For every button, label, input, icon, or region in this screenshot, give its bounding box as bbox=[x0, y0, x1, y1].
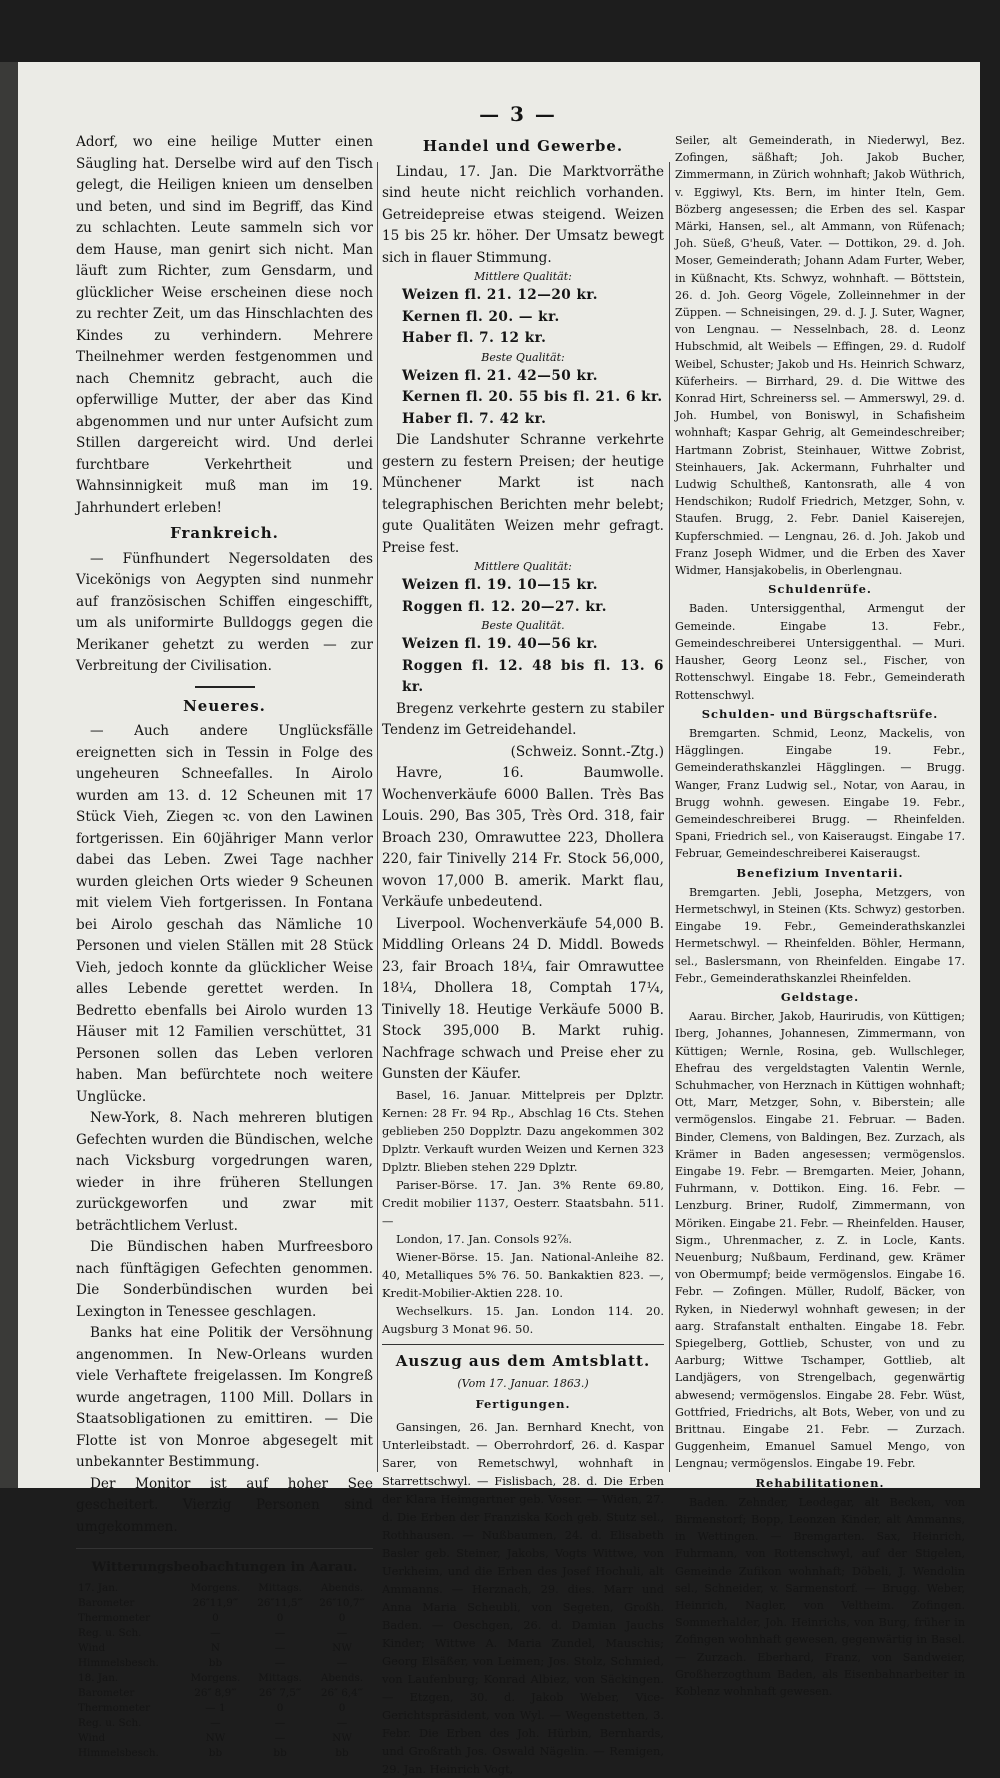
price-line: Roggen fl. 12. 48 bis fl. 13. 6 kr. bbox=[402, 657, 664, 695]
weather-cell: Thermometer bbox=[78, 1701, 151, 1714]
subheading-geldstage: Geldstage. bbox=[780, 989, 860, 1004]
official-notice: Baden. Untersiggenthal, Armengut der Gemeinde. Eingabe 13. Febr., Gemeindeschreiberei Untersiggenthal. — Muri. Hausher, Georg Leonz sel., Fischer, von Rottenschwyl. Eingabe 18. Febr., Gemeinderath Rottenschwyl. bbox=[675, 602, 965, 702]
weather-cell: 0 bbox=[212, 1611, 219, 1624]
price-line: Roggen fl. 12. 20—27. kr. bbox=[402, 598, 607, 615]
weather-cell: Himmelsbesch. bbox=[78, 1656, 159, 1669]
weather-cell: bb bbox=[208, 1656, 223, 1669]
weather-row bbox=[76, 1611, 373, 1626]
market-report: Pariser-Börse. 17. Jan. 3% Rente 69.80, Credit mobilier 1137, Oesterr. Staatsbahn. 511. — bbox=[382, 1177, 664, 1228]
section-heading-handel: Handel und Gewerbe. bbox=[422, 137, 624, 155]
article-paragraph: Adorf, wo eine heilige Mutter einen Säugling hat. Derselbe wird auf den Tisch gelegt, die Heiligen knieen um denselben und beten, und sind im Begriff, das Kind zu schlachten. Leute sammeln sich vor dem Hause, man genirt sich nicht. Man läuft zum Richter, zum Gensdarm, und glücklicher Weise erscheinen diese noch zu rechter Zeit, um das Hinschlachten des Kindes zu verhindern. Mehrere Theilnehmer werden festgenommen und nach Chemnitz gebracht, auch die opferwillige Mutter, der aber das Kind abgenommen und nur unter Aufsicht zum Stillen dargereicht wird. Und derlei furchtbare Verkehrtheit und Wahnsinnigkeit muß man im 19. Jahrhundert erleben! bbox=[76, 134, 373, 516]
weather-cell: Thermometer bbox=[78, 1611, 151, 1624]
weather-cell: Morgens. bbox=[190, 1671, 241, 1684]
market-report: Bregenz verkehrte gestern zu stabiler Tendenz im Getreidehandel. bbox=[382, 700, 664, 738]
source-credit: (Schweiz. Sonnt.-Ztg.) bbox=[510, 743, 664, 760]
quality-label: Beste Qualität: bbox=[481, 350, 565, 364]
price-line: Kernen fl. 20. 55 bis fl. 21. 6 kr. bbox=[402, 389, 663, 405]
article-paragraph: Der Monitor ist auf hoher See gescheitert. Vierzig Personen sind umgekommen. bbox=[76, 1475, 373, 1535]
weather-cell: Barometer bbox=[78, 1686, 135, 1699]
section-heading-neueres: Neueres. bbox=[183, 696, 266, 715]
market-report: Wechselkurs. 15. Jan. London 114. 20. Augsburg 3 Monat 96. 50. bbox=[382, 1303, 664, 1336]
market-report: Die Landshuter Schranne verkehrte gestern zu festern Preisen; der heutige Münchener Markt ist nach telegraphischen Berichten mehr belebt; gute Qualitäten Weizen mehr gefragt. Preise fest. bbox=[382, 432, 664, 556]
market-report: Wiener-Börse. 15. Jan. National-Anleihe 82. 40, Metalliques 5% 76. 50. Bankaktien 823. —, Kredit-Mobilier-Aktien 228. 10. bbox=[382, 1249, 664, 1300]
weather-row bbox=[76, 1746, 373, 1761]
weather-cell: Barometer bbox=[78, 1596, 135, 1609]
article-paragraph: Banks hat eine Politik der Versöhnung angenommen. In New-Orleans wurden viele Verhaftete freigelassen. Im Kongreß wurde angetragen, 1100 Mill. Dollars in Staatsobligationen zu emittiren. — Die Flotte ist von Monroe abgesegelt mit unbekannter Bestimmung. bbox=[76, 1325, 373, 1470]
weather-cell: 26″10,7‴ bbox=[319, 1596, 365, 1609]
amtsblatt-date: (Vom 17. Januar. 1863.) bbox=[457, 1377, 589, 1390]
quality-label: Beste Qualität. bbox=[481, 619, 565, 632]
official-notice: Bremgarten. Schmid, Leonz, Mackelis, von Hägglingen. Eingabe 19. Febr., Gemeinderathskanzlei Hägglingen. — Brugg. Wanger, Franz Ludwig sel., Notar, von Aarau, in Brugg wohnh. gewesen. Eingabe 19. Febr., Gemeindeschreiberei Brugg. — Rheinfelden. Spani, Friedrich sel., von Kaiseraugst. Eingabe 17. Februar, Gemeindeschreiberei Kaiseraugst. bbox=[675, 726, 965, 861]
weather-cell: Himmelsbesch. bbox=[78, 1746, 159, 1759]
weather-row bbox=[76, 1626, 373, 1641]
price-line: Weizen fl. 21. 12—20 kr. bbox=[402, 287, 599, 303]
weather-cell: — bbox=[336, 1626, 348, 1639]
market-report: Basel, 16. Januar. Mittelpreis per Dplztr. Kernen: 28 Fr. 94 Rp., Abschlag 16 Cts. Stehen geblieben 250 Dopplztr. Dazu angekommen 302 Dplztr. Verkauft wurden Weizen und Kernen 323 Dplztr. Blieben stehen 229 Dplztr. bbox=[382, 1087, 664, 1174]
weather-cell: N bbox=[210, 1641, 220, 1654]
official-notice: Gansingen, 26. Jan. Bernhard Knecht, von Unterleibstadt. — Oberrohrdorf, 26. d. Kaspar Sarer, von Remetschwyl, wohnhaft in Starrettschwyl. — Fislisbach, 28. d. Die Erben der Klara Heimgartner geb. Voser. — Widen, 27. d. Die Erben der Franziska Koch geb. Stutz sel., Rothhausen. — Nußbaumen, 24. d. Elisabeth Basler geb. Steiner, Jakobs, Vogts Wittwe, von Uerkheim, und die Erben des Josef Hochuli, alt Ammanns. — Herznach, 29. dies. Marr und Anna Maria Scheubli, von Segeten, Großh. Baden. — Oeschgen, 26. d. Damian Jauchs Kinder; Wittwe A. Maria Zundel, Mauschis; Georg Elsäßer, von Leimen; Jos. Stolz, Schmied, von Laufenburg; Konrad Albiez, von Säckingen. — Etzgen, 30. d. Jakob Weber, Vice-Gerichtspräsident, von Wyl. — Wegenstetten, 3. Febr. Die Erben des Joh. Hürbin, Bernhards, und Großrath Jos. Oswald Nägelin. — Remigen, 29. Jan. Heinrich Vogt, bbox=[382, 1419, 664, 1776]
official-notice: Baden. Zehnder, Leodegar, alt Becken, von Birmenstorf; Bopp, Leonzen Kinder, alt Ammanns, in Wettingen. — Bremgarten. Sax, Heinrich, Fuhrmann, von Rottenschwyl, auf der Stigelen, Gemeinde Zufikon wohnhaft; Döbeli, J. Wendolin sel., Schneider, v. Sarmenstorf. — Brugg. Weber, Heinrich, Nagler, von Veltheim. Zofingen. Sommerhalder, Joh. Heinrichs, von Burg, früher in Zofingen wohnhaft gewesen, gegenwärtig in Basel. — Zurzach. Eberhard, Franz, von Sandweier, Großherzogthum Baden, als Eisenbahnarbeiter in Koblenz wohnhaft gewesen. bbox=[675, 1495, 965, 1699]
weather-cell: 26″ 7,5‴ bbox=[258, 1686, 302, 1699]
subheading-fertigungen: Fertigungen. bbox=[475, 1397, 571, 1411]
weather-row bbox=[76, 1596, 373, 1611]
binding-margin bbox=[0, 62, 18, 1488]
weather-cell: 26″11,9‴ bbox=[192, 1596, 239, 1609]
weather-cell: — bbox=[336, 1716, 348, 1729]
weather-row bbox=[76, 1716, 373, 1731]
weather-title: Witterungsbeobachtungen in Aarau. bbox=[76, 1548, 373, 1579]
weather-cell: bb bbox=[208, 1746, 223, 1759]
weather-row bbox=[76, 1671, 373, 1686]
weather-cell: 0 bbox=[276, 1611, 284, 1624]
weather-cell: 26″ 8,9‴ bbox=[194, 1686, 237, 1699]
subheading-schuldenruefe: Schuldenrüfe. bbox=[768, 582, 872, 597]
column-middle bbox=[382, 132, 664, 1776]
weather-cell: Mittags. bbox=[258, 1671, 302, 1684]
official-notice: Aarau. Bircher, Jakob, Haurirudis, von Küttigen; Iberg, Johannes, Johannesen, Zimmermann, von Küttigen; Wernle, Rosina, geb. Wullschleger, Ehefrau des vergeldstagten Valentin Wernle, Schuhmacher, von Herznach in Küttigen wohnhaft; Ott, Marr, Metzger, Sohn, v. Biberstein; alle vermögenslos. Eingabe 21. Februar. — Baden. Binder, Clemens, von Baldingen, Bez. Zurzach, als Krämer in Baden angesessen; vermögenslos. Eingabe 19. Febr. — Bremgarten. Meier, Johann, Fuhrmann, v. Dottikon. Eing. 16. Febr. — Lenzburg. Briner, Rudolf, Zimmermann, von Möriken. Eingabe 21. Febr. — Rheinfelden. Hauser, Sigm., Uhrenmacher, z. Z. in Locle, Kants. Neuenburg; Nußbaum, Ferdinand, gew. Krämer von Obermumpf; beide vermögenslos. Eingabe 16. Febr. — Zofingen. Müller, Rudolf, Bäcker, von Ryken, in Niederwyl wohnhaft gewesen; in der aarg. Strafanstalt enthalten. Eingabe 18. Febr. Spiegelberg, Gottlieb, Schuster, von und zu Aarburg; Wittwe Tschamper, Gottlieb, alt Landjägers, von Strengelbach, gegenwärtig abwesend; vermögenslos. Eingabe 28. Febr. Wüst, Gottfried, Friedrichs, alt Bots, Weber, von und zu Brittnau. Eingabe 21. Febr. — Zurzach. Guggenheim, Emanuel Samuel Mengo, von Lengnau; vermögenslos. Eingabe 19. Febr. bbox=[675, 1010, 965, 1471]
price-line: Haber fl. 7. 12 kr. bbox=[402, 330, 547, 346]
article-paragraph: — Fünfhundert Negersoldaten des Vicekönigs von Aegypten sind nunmehr auf französischen Schiffen eingeschifft, um als uniformirte Bulldoggs gegen die Merikaner gehetzt zu werden — zur Verbreitung der Civilisation. bbox=[76, 550, 373, 674]
weather-cell: NW bbox=[332, 1641, 352, 1654]
weather-row bbox=[76, 1701, 373, 1716]
weather-cell: NW bbox=[205, 1731, 226, 1744]
weather-cell: NW bbox=[332, 1731, 352, 1744]
weather-cell: Abends. bbox=[320, 1671, 364, 1684]
newspaper-page bbox=[18, 62, 980, 1776]
weather-cell: 26″11,5‴ bbox=[257, 1596, 303, 1609]
official-notice: Seiler, alt Gemeinderath, in Niederwyl, Bez. Zofingen, säßhaft; Joh. Jakob Bucher, Zimmermann, in Zürich wohnhaft; Jakob Wüthrich, v. Eggiwyl, Kts. Bern, im hinter Iteln, Gem. Bözberg angesessen; die Erben des sel. Kaspar Märki, Hansen, sel., alt Ammann, von Rüfenach; Joh. Süeß, G'heuß, Vater. — Dottikon, 29. d. Joh. Moser, Gemeinderath; Johann Adam Furter, Weber, in Küßnacht, Kts. Schwyz, wohnhaft. — Böttstein, 26. d. Joh. Georg Vögele, Zolleinnehmer in der Züppen. — Schneisingen, 29. d. J. J. Suter, Wagner, von Lengnau. — Nesselnbach, 28. d. Leonz Hubschmid, alt Weibels — Effingen, 29. d. Rudolf Weibel, Schuster; Jakob und Hs. Heinrich Schwarz, Küferheirs. — Birrhard, 29. d. Die Wittwe des Konrad Hirt, Schreinerss sel. — Ammerswyl, 29. d. Joh. Humbel, von Boniswyl, in Schafisheim wohnhaft; Kaspar Gehrig, alt Gemeindeschreiber; Hartmann Zobrist, Steinhauer, Wittwe Zobrist, Steinhauers, Jak. Ackermann, Fuhrhalter und Ludwig Schultheß, Kantonsrath, alle 4 von Hendschikon; Rudolf Friedrich, Metzger, Sohn, v. Staufen. Brugg, 2. Febr. Daniel Kaiserejen, Kupferschmied. — Lengnau, 26. d. Joh. Jakob und Franz Joseph Widmer, und die Erben des Xaver Widmer, Hansjakobelis, in Oberlengnau. bbox=[675, 134, 965, 578]
weather-row bbox=[76, 1581, 373, 1596]
weather-cell: bb bbox=[335, 1746, 349, 1759]
weather-table bbox=[76, 1581, 373, 1761]
subheading-buergschaftsruefe: Schulden- und Bürgschaftsrüfe. bbox=[701, 706, 939, 721]
column-rule bbox=[377, 162, 378, 1472]
column-left bbox=[76, 132, 373, 1759]
weather-cell: bb bbox=[273, 1746, 287, 1759]
weather-cell: Wind bbox=[78, 1731, 106, 1744]
weather-cell: 0 bbox=[338, 1701, 346, 1714]
weather-cell: 0 bbox=[276, 1701, 284, 1714]
price-line: Weizen fl. 19. 10—15 kr. bbox=[402, 577, 599, 593]
weather-row bbox=[76, 1641, 373, 1656]
column-right bbox=[675, 132, 965, 1699]
article-paragraph: Die Bündischen haben Murfreesboro nach fünftägigen Gefechten genommen. Die Sonderbündischen wurden bei Lexington in Tenessee geschlagen. bbox=[76, 1239, 373, 1320]
weather-cell: — bbox=[210, 1626, 221, 1639]
section-heading-amtsblatt: Auszug aus dem Amtsblatt. bbox=[395, 1351, 651, 1370]
weather-cell: Reg. u. Sch. bbox=[78, 1626, 142, 1639]
weather-cell: Morgens. bbox=[190, 1581, 241, 1594]
section-heading-frankreich: Frankreich. bbox=[170, 524, 279, 542]
page-number: — 3 — bbox=[479, 102, 557, 126]
article-paragraph: — Auch andere Unglücksfälle ereignetten sich in Tessin in Folge des ungeheuren Schneefalles. In Airolo wurden am 13. d. 12 Scheunen mit 17 Stück Vieh, Ziegen ꝛc. von den Lawinen fortgerissen. Ein 60jähriger Mann verlor dabei das Leben. Zwei Tage nachher wurden gleichen Orts wieder 9 Scheunen mit vielem Vieh fortgerissen. In Fontana bei Airolo geschah das Nämliche 10 Personen und vielen Ställen mit 28 Stück Vieh, jedoch konnte da glücklicher Weise alles Lebende gerettet werden. In Bedretto ebenfalls bei Airolo wurden 13 Häuser mit 12 Familien verschüttet, 31 Personen sollen das Leben verloren haben. Man befürchtete noch weitere Unglücke. bbox=[76, 723, 373, 1105]
weather-cell: — bbox=[274, 1716, 286, 1729]
separator-rule bbox=[382, 1344, 664, 1345]
market-report: Liverpool. Wochenverkäufe 54,000 B. Middling Orleans 24 D. Middl. Boweds 23, fair Broach 18¼, fair Omrawuttee 18¼, Dhollera 18, Comptah 17¼, Tinivelly 18. Heutige Verkäufe 5000 B. Stock 395,000 B. Markt ruhig. Nachfrage schwach und Preise eher zu Gunsten der Käufer. bbox=[382, 915, 664, 1082]
weather-cell: — bbox=[274, 1731, 286, 1744]
weather-cell: — bbox=[274, 1641, 286, 1654]
weather-cell: — bbox=[274, 1656, 286, 1669]
article-paragraph: New-York, 8. Nach mehreren blutigen Gefechten wurden die Bündischen, welche nach Vicksburg vorgedrungen waren, wieder in ihre früheren Stellungen zurückgeworfen und zwar mit beträchtlichem Verlust. bbox=[76, 1110, 373, 1234]
subheading-rehabilitationen: Rehabilitationen. bbox=[755, 1475, 885, 1490]
subheading-benefizium: Benefizium Inventarii. bbox=[736, 865, 904, 880]
weather-cell: — bbox=[336, 1656, 348, 1669]
weather-cell: — bbox=[210, 1716, 221, 1729]
market-report: Lindau, 17. Jan. Die Marktvorräthe sind heute nicht reichlich vorhanden. Getreidepreise etwas steigend. Weizen 15 bis 25 kr. höher. Der Umsatz bewegt sich in flauer Stimmung. bbox=[382, 163, 664, 266]
weather-cell: Mittags. bbox=[258, 1581, 302, 1594]
separator-rule bbox=[195, 686, 255, 688]
price-line: Weizen fl. 21. 42—50 kr. bbox=[402, 367, 599, 384]
weather-cell: 0 bbox=[338, 1611, 346, 1624]
weather-cell: Abends. bbox=[320, 1581, 364, 1594]
price-line: Kernen fl. 20. — kr. bbox=[402, 308, 560, 325]
weather-cell: — bbox=[274, 1626, 286, 1639]
market-report: Havre, 16. Baumwolle. Wochenverkäufe 6000 Ballen. Très Bas Louis. 290, Bas 305, Très Ord. 318, fair Broach 230, Omrawuttee 223, Dhollera 220, fair Tinivelly 214 Fr. Stock 56,000, wovon 17,000 B. amerik. Markt flau, Verkäufe unbedeutend. bbox=[382, 765, 664, 910]
weather-cell: 26″ 6,4‴ bbox=[320, 1686, 364, 1699]
weather-row bbox=[76, 1686, 373, 1701]
column-rule bbox=[669, 162, 670, 1472]
weather-cell: Wind bbox=[78, 1641, 106, 1654]
market-report: London, 17. Jan. Consols 92⅞. bbox=[396, 1231, 573, 1246]
weather-cell: 17. Jan. bbox=[78, 1581, 119, 1594]
quality-label: Mittlere Qualität: bbox=[474, 560, 572, 573]
weather-cell: Reg. u. Sch. bbox=[78, 1716, 142, 1729]
weather-cell: 18. Jan. bbox=[78, 1671, 119, 1684]
weather-row bbox=[76, 1731, 373, 1746]
weather-cell: — 1 bbox=[205, 1701, 226, 1714]
quality-label: Mittlere Qualität: bbox=[474, 270, 572, 283]
official-notice: Bremgarten. Jebli, Josepha, Metzgers, von Hermetschwyl, in Steinen (Kts. Schwyz) gestorben. Eingabe 19. Febr., Gemeinderathskanzlei Hermetschwyl. — Rheinfelden. Böhler, Hermann, sel., Baslersmann, von Rheinfelden. Eingabe 17. Febr., Gemeinderathskanzlei Rheinfelden. bbox=[675, 885, 965, 985]
price-line: Weizen fl. 19. 40—56 kr. bbox=[402, 636, 599, 652]
price-line: Haber fl. 7. 42 kr. bbox=[402, 410, 547, 427]
weather-row bbox=[76, 1656, 373, 1671]
